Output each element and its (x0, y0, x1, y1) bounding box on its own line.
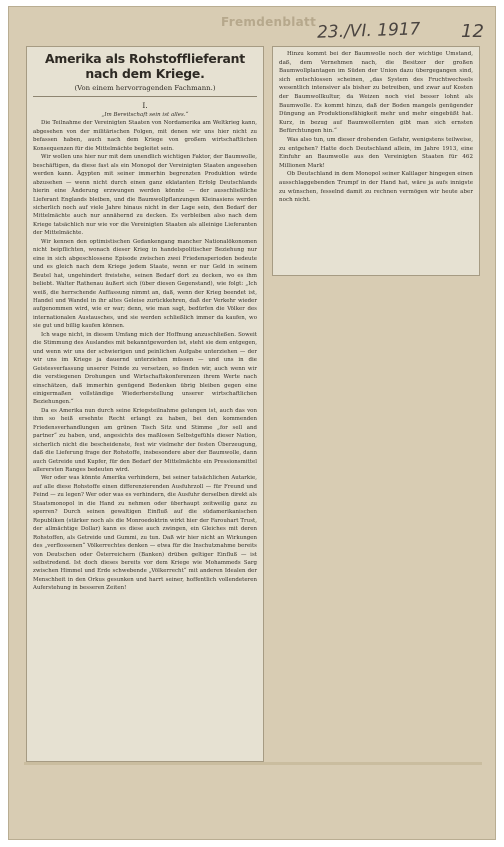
article-byline: (Von einem hervorragenden Fachmann.) (74, 84, 216, 92)
clipping-right-column (272, 46, 480, 276)
paragraph: Ob Deutschland in dem Monopol seiner Kalilager hingegen einen ausschlaggebenden Trumpf in der Hand hat, wäre ja aufs innigste zu wünschen, fesselnd damit zu rechnen vermögen wir heute aber noch nicht. (279, 171, 473, 204)
paragraph: Hinzu kommt bei der Baumwolle noch der wichtige Umstand, daß, dem Vernehmen nach, die Besitzer der großen Baumwollplantagen im Süden der Union dazu übergegangen sind, sich entschlossen scheinen, „das System des Fruchtwechsels wesentlich intensiver als bisher zu betreiben, und zwar auf Kosten der Baumwollkultur, da Weizen noch viel besser lohnt als Baumwolle. Es kommt hinzu, daß der Boden mangels genügender Düngung an Produktionsfähigkeit mehr und mehr eingebüßt hat. Kurz, in bezug auf Baumwollernten gibt man sich ernsten Befürchtungen hin.“ (279, 51, 473, 135)
handwritten-page-number: 12 (461, 21, 484, 42)
paragraph: Was also tun, um dieser drohenden Gefahr, wenigstens teilweise, zu entgehen? Hatte doch Deutschland allein, im Jahre 1913, eine Einfuhr an Baumwolle aus den Vereinigten Staaten für 462 Millionen Mark! (279, 136, 473, 169)
epigraph: „Im Bereitschaft sein ist alles.“ (101, 112, 189, 118)
sheet-fold-shadow (24, 762, 482, 765)
paragraph: Wir wollen uns hier nur mit dem unendlich wichtigen Faktor, der Baumwolle, beschäftigen, da diese fast als ein Monopol der Vereinigten Staaten angesehen werden kann. Ägypten mit seiner immerhin begrenzten Produktion würde abzusehen — wenn nicht durch einen ganz eklatanten Erfolg Deutschlands hierin eine Änderung erzwungen werden könnte — der ausschließliche Lieferant Englands bleiben, und die Baumwollpflanzungen Kleinasiens werden sicherlich noch auf viele Jahre hinaus nicht in der Lage sein, den Bedarf der Mittelmächte auch nur annähernd zu decken. Es verbleiben also nach dem Kriege tatsächlich nur wie vor die Vereinigten Staaten als alleinige Lieferanten der Mittelmächte. (33, 154, 257, 237)
clipping-left-column (26, 46, 264, 762)
paragraph: Da es Amerika nun durch seine Kriegsteilnahme gelungen ist, auch das von ihm so heiß ersehnte Recht erlangt zu haben, bei den kommenden Friedensverhandlungen am grünen Tisch Sitz und Stimme „for sell and partner“ zu haben, und, angesichts des maßlosen Selbstgefühls dieser Nation, sicherlich nicht die bescheidenste, fest wir vielmehr der festen Überzeugung, daß die Lieferung frage der Rohstoffe, insbesondere aber der Baumwolle, dann auch Getreide und Kupfer, für den Bedarf der Mittelmächte ein Pressionsmittel allerersten Ranges bedeuten wird. (33, 407, 257, 474)
paragraph: Wir kennen den optimistischen Gedankengang mancher Nationalökonomen nicht beipflichten, wonach dieser Krieg in handelspolitischer Beziehung nur eine in sich abgeschlossene Episode zwischen zwei Friedensperioden bedeute und es gleich nach dem Kriege jedem Staate, wenn er nur Geld in seinem Beutel hat, ungehindert freistehe, seinen Bedarf dort zu decken, wo es ihm beliebt. Walter Rathenau äußert sich (über diesen Gegenstand), wie folgt: „Ich weiß, die herrschende Auffassung nimmt an, daß, wenn der Krieg beendet ist, Handel und Wandel in ihr altes Geleise zurückkehren, daß der Verkehr wieder aufgenommen wird, wie er war; denn, wie man sagt, bedürfen die Völker des internationalen Austausches, und sie werden schließlich immer da kaufen, wo sie gut und billig kaufen können. (33, 238, 257, 330)
newspaper-stamp: Fremdenblatt (221, 15, 317, 29)
article-title-block (33, 51, 257, 97)
article-headline: Amerika als Rohstofflieferant nach dem Kriege. (44, 51, 246, 81)
paragraph: Die Teilnahme der Vereinigten Staaten von Nordamerika am Weltkrieg kann, abgesehen von der militärischen Folgen, mit denen wir uns hier nicht zu befassen haben, auch nach dem Kriege von großem wirtschaftlichen Konsequenzen für die Mittelmächte begleitet sein. (33, 120, 257, 152)
paragraph: Wer oder was könnte Amerika verhindern, bei seiner tatsächlichen Autarkie, auf alle diese Rohstoffe einen differenzierenden Ausfuhrzoll — für Freund und Feind — zu legen? Wer oder was es verhindern, die Ausfuhr derselben direkt als Staatsmonopol in die Hand zu nehmen oder überhaupt zeitweilig ganz zu sperren? Durch seinen gewaltigen Einfluß auf die südamerikanischen Republiken (stärker noch als die Monroedoktrin wirkt hier der Farouhart Trust, der allmächtige Dollar) kann es diese auch zwingen, ein Gleiches mit deren Rohstoffen, als Getreide und Gummi, zu tun. Daß wir hier nicht an Wirkungen des „verflossenen“ Völkerrechtes denken — etwa für die Inschutznahme bereits von Deutschen oder Österreichern (Banken) drüben geltiger Einfluß — ist selbstredend. Ist doch dieses bereits vor dem Kriege wie Mohammeds Sarg zwischen Himmel und Erde schwebende „Völkerrecht“ mit anderen Idealen der Menschheit in den Orkus gesunken und harrt seiner, hoffentlich vollendeteren Auferstehung in besseren Zeiten! (33, 475, 257, 592)
handwritten-date: 23./VI. 1917 (316, 19, 421, 43)
section-number: I. (142, 101, 148, 110)
paragraph: Ich wage nicht, in diesem Umfang mich der Hoffnung anzuschließen. Soweit die Stimmung des Auslandes mit bekanntgeworden ist, steht sie dem entgegen, und wenn wir uns der schwierigen und peinlichen Aufgabe unterziehen — der wir uns im Kriege ja dauernd unterziehen müssen — und uns in die Geistesverfassung unserer Feinde zu versetzen, so finden wir, auch wenn wir die verstiegenen Drohungen und Wirtschaftskonferenzen ihrem Werte nach einschätzen, daß immerhin genügend Bedenken übrig bleiben gegen eine einigermaßen vollständige Wiederherstellung unserer wirtschaftlichen Beziehungen.“ (33, 331, 257, 406)
